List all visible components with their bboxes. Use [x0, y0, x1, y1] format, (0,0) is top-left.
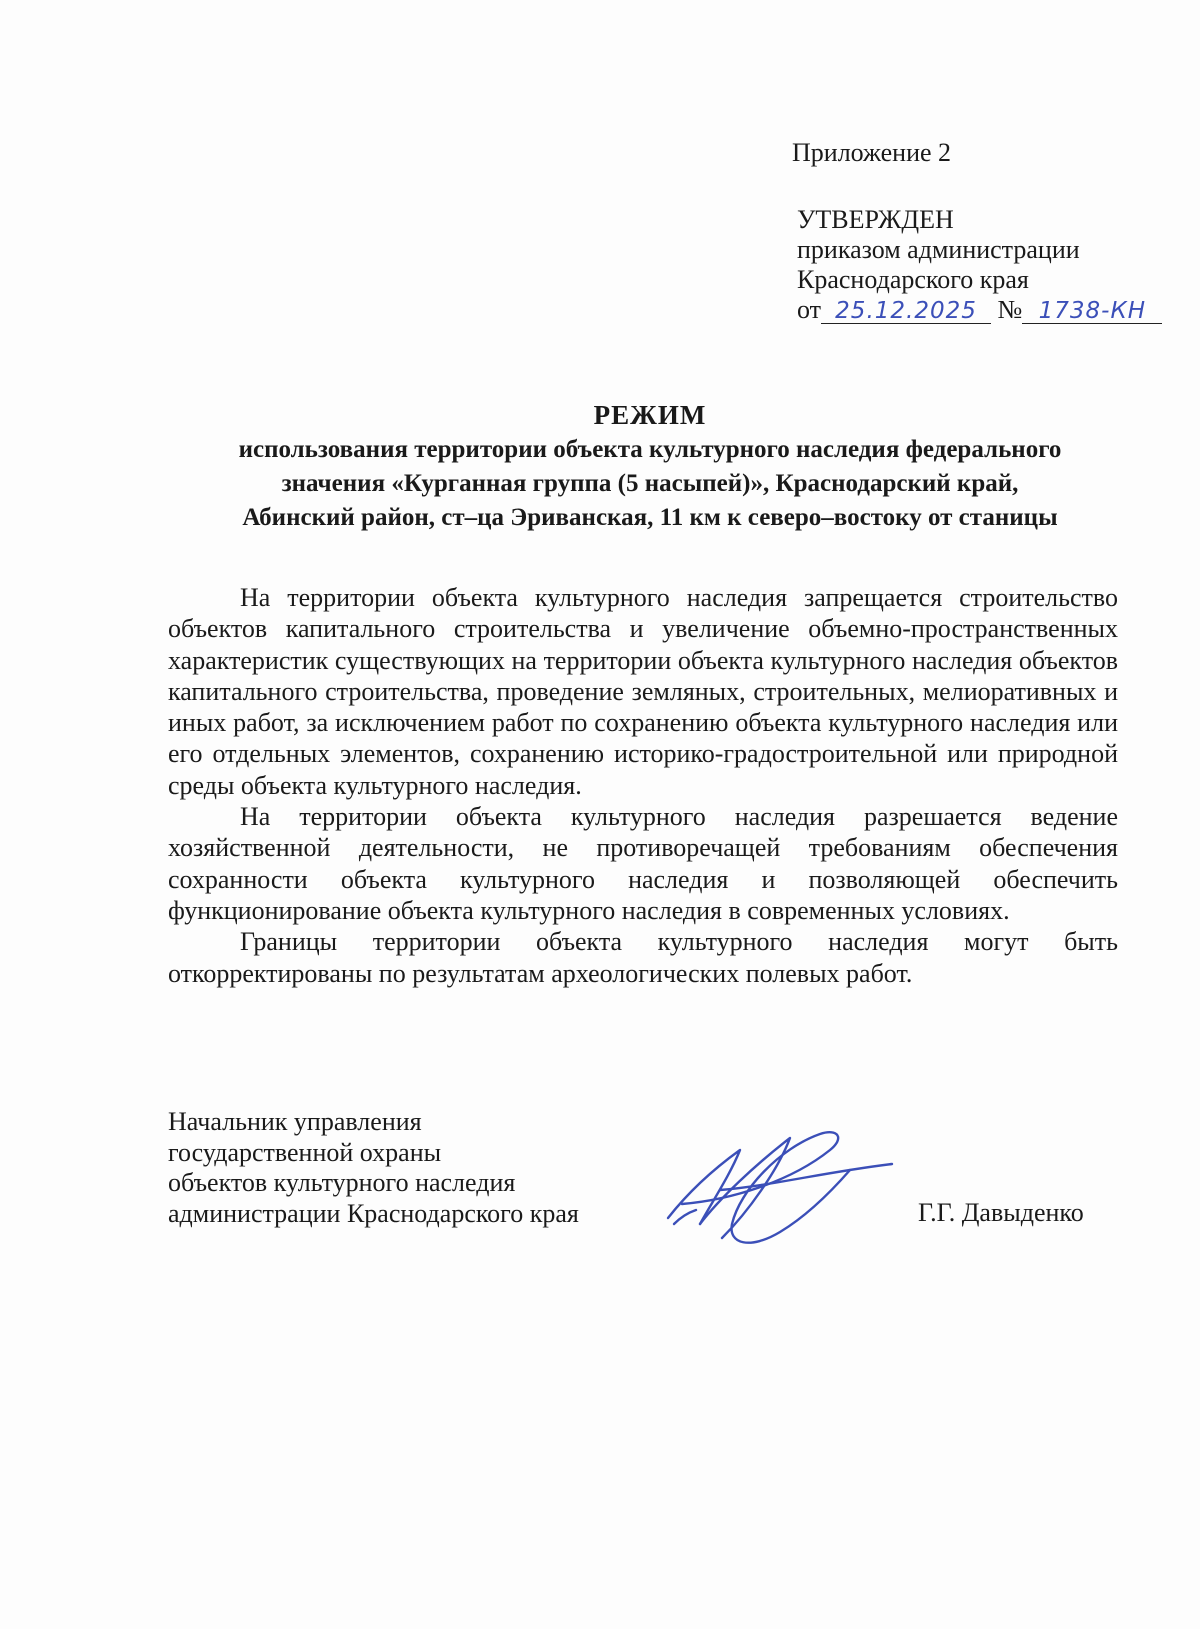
order-line-2: Краснодарского края	[797, 265, 1029, 294]
handwritten-signature	[660, 1120, 900, 1260]
document-body	[168, 582, 1118, 989]
title-main: РЕЖИМ	[593, 400, 707, 430]
position-line-1: Начальник управления	[168, 1107, 422, 1136]
number-blank	[1022, 298, 1162, 324]
paragraph-prohibitions: На территории объекта культурного наследия запрещается строительство объектов капитального строительства и увеличение объемно-пространственных характеристик существующих на территории объекта культурного наследия объектов капитального строительства, проведение земляных, строительных, мелиоративных и иных работ, за исключением работ по сохранению объекта культурного наследия или его отдельных элементов, сохранению историко-градостроительной или природной среды объекта культурного наследия.	[168, 583, 1118, 800]
date-prefix: от	[797, 295, 822, 324]
paragraph-boundaries: Границы территории объекта культурного наследия могут быть откорректированы по результатам археологических полевых работ.	[168, 927, 1118, 988]
approval-block	[797, 205, 1162, 325]
signer-name: Г.Г. Давыденко	[918, 1198, 1084, 1227]
position-line-2: государственной охраны	[168, 1137, 442, 1167]
title-line-1: использования территории объекта культурного наследия федерального	[238, 436, 1062, 463]
signatory-position	[168, 1107, 579, 1229]
document-title	[150, 398, 1150, 534]
number-prefix: №	[997, 295, 1023, 324]
order-line-1: приказом администрации	[797, 235, 1080, 264]
handwritten-number: 1738-КН	[1038, 298, 1147, 324]
date-blank	[821, 298, 991, 324]
approved-label: УТВЕРЖДЕН	[797, 205, 954, 234]
handwritten-date: 25.12.2025	[835, 298, 977, 324]
position-line-4: администрации Краснодарского края	[168, 1198, 579, 1228]
position-line-3: объектов культурного наследия	[168, 1168, 516, 1197]
appendix-label: Приложение 2	[792, 138, 952, 167]
order-date-line	[797, 295, 1162, 325]
title-line-3: Абинский район, ст–ца Эриванская, 11 км к северо–востоку от станицы	[242, 504, 1058, 531]
title-line-2: значения «Курганная группа (5 насыпей)», Краснодарский край,	[281, 470, 1019, 497]
paragraph-permissions: На территории объекта культурного наследия разрешается ведение хозяйственной деятельности, не противоречащей требованиям обеспечения сохранности объекта культурного наследия и позволяющей обеспечить функционирование объекта культурного наследия в современных условиях.	[168, 802, 1118, 925]
